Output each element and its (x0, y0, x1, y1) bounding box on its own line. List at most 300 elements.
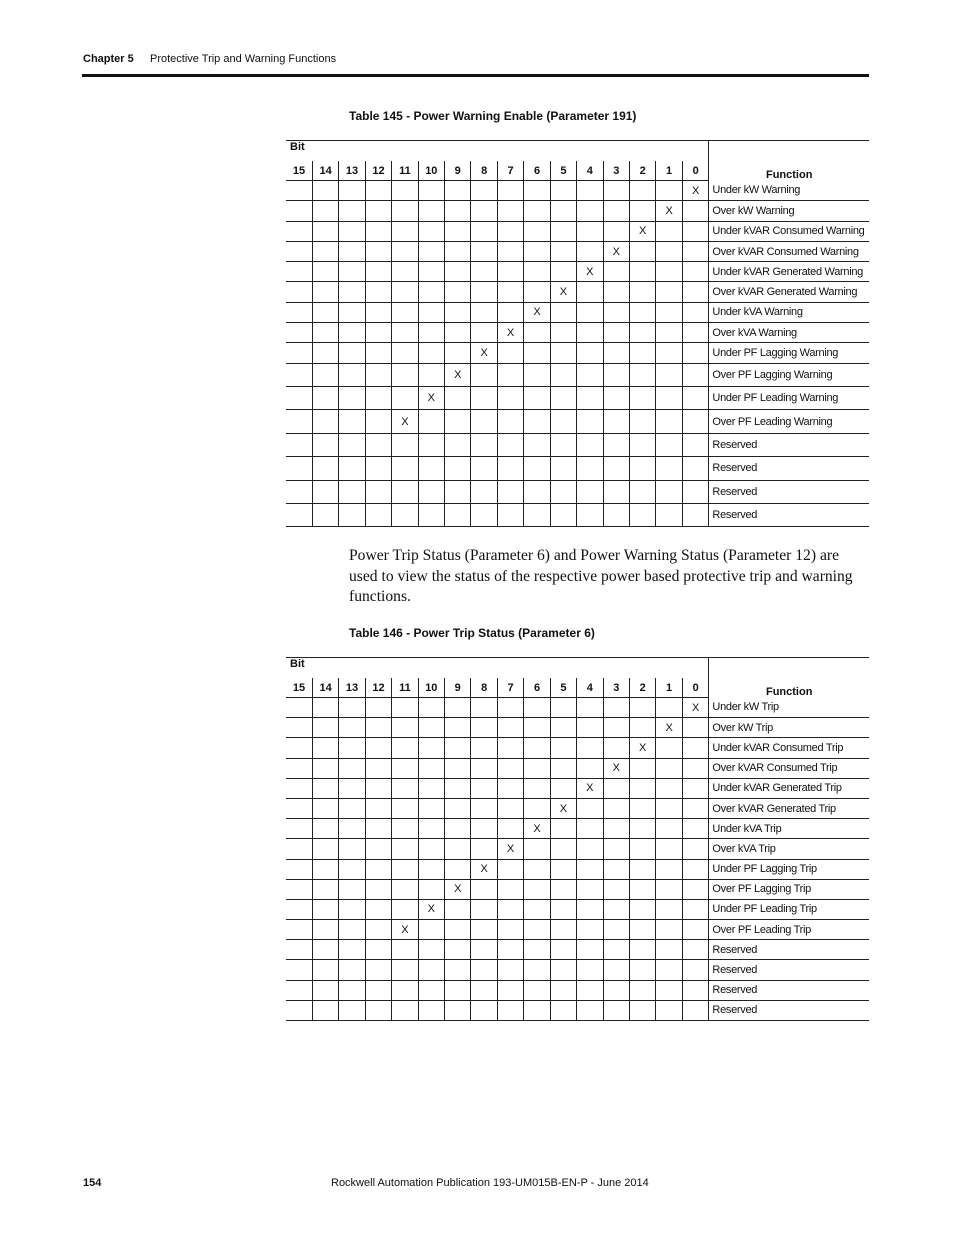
bit-cell (550, 410, 576, 433)
bit-cell (312, 899, 338, 919)
bit-cell (550, 241, 576, 261)
bit-cell (682, 899, 709, 919)
bit-cell (445, 698, 471, 718)
bit-cell (497, 282, 523, 302)
bit-cell (286, 1000, 312, 1020)
bit-cell (629, 940, 655, 960)
bit-cell (656, 181, 682, 201)
bit-cell (682, 758, 709, 778)
bit-number-header: 6 (524, 161, 550, 181)
function-cell: Under PF Leading Warning (709, 387, 869, 410)
bit-cell (471, 323, 497, 343)
bit-cell (471, 920, 497, 940)
table-row (286, 778, 869, 798)
bit-cell (286, 980, 312, 1000)
bit-cell (656, 343, 682, 363)
bit-cell (312, 839, 338, 859)
table-row (286, 718, 869, 738)
table-row (286, 940, 869, 960)
bit-cell (682, 201, 709, 221)
bit-cell (497, 433, 523, 456)
bit-cell (603, 960, 629, 980)
bit-cell (471, 778, 497, 798)
bit-cell (497, 960, 523, 980)
bit-cell (471, 433, 497, 456)
bit-cell (312, 302, 338, 322)
bit-cell (445, 899, 471, 919)
bit-cell (418, 1000, 444, 1020)
bit-cell (524, 778, 550, 798)
bit-cell (286, 738, 312, 758)
bit-cell (365, 241, 391, 261)
bit-cell (286, 363, 312, 386)
bit-cell (497, 201, 523, 221)
bit-number-header: 9 (445, 678, 471, 698)
bit-cell (656, 410, 682, 433)
bit-cell (656, 859, 682, 879)
bit-cell (603, 819, 629, 839)
bit-cell (312, 940, 338, 960)
bit-cell (418, 879, 444, 899)
bit-cell (286, 181, 312, 201)
bit-cell (497, 221, 523, 241)
bit-cell (286, 718, 312, 738)
bit-cell (365, 960, 391, 980)
bit-cell (286, 480, 312, 503)
bit-cell (312, 738, 338, 758)
bit-cell (339, 718, 365, 738)
bit-cell (497, 302, 523, 322)
bit-number-header: 0 (682, 678, 709, 698)
bit-cell (577, 758, 603, 778)
bit-number-header: 5 (550, 161, 576, 181)
bit-cell (603, 859, 629, 879)
function-cell: Reserved (709, 960, 869, 980)
bit-cell (312, 718, 338, 738)
bit-cell (418, 343, 444, 363)
bit-cell (365, 181, 391, 201)
bit-cell (445, 798, 471, 818)
bit-cell: X (392, 410, 418, 433)
bit-cell (418, 960, 444, 980)
function-cell: Under kVA Warning (709, 302, 869, 322)
bit-cell (682, 718, 709, 738)
bit-cell (339, 433, 365, 456)
bit-cell (682, 819, 709, 839)
bit-cell (445, 387, 471, 410)
bit-cell (524, 1000, 550, 1020)
bit-cell (471, 798, 497, 818)
bit-number-header: 15 (286, 678, 312, 698)
bit-cell (550, 819, 576, 839)
table-row (286, 181, 869, 201)
bit-cell: X (550, 282, 576, 302)
bit-cell (497, 819, 523, 839)
bit-cell (392, 758, 418, 778)
bit-cell (577, 181, 603, 201)
bit-cell (445, 262, 471, 282)
bit-cell (418, 262, 444, 282)
bit-cell (365, 262, 391, 282)
bit-cell (603, 410, 629, 433)
bit-cell (629, 387, 655, 410)
bit-cell (577, 879, 603, 899)
bit-number-header: 4 (577, 678, 603, 698)
bit-cell (550, 899, 576, 919)
bit-cell (471, 758, 497, 778)
bit-cell (603, 457, 629, 480)
bit-cell (682, 798, 709, 818)
bit-cell: X (418, 387, 444, 410)
bit-cell (682, 410, 709, 433)
function-cell: Reserved (709, 504, 869, 527)
bit-cell (550, 457, 576, 480)
bit-cell (312, 758, 338, 778)
function-cell: Over kW Trip (709, 718, 869, 738)
bit-cell (445, 859, 471, 879)
bit-cell (392, 262, 418, 282)
bit-cell (603, 363, 629, 386)
bit-cell (550, 879, 576, 899)
bit-cell (577, 718, 603, 738)
bit-cell (577, 343, 603, 363)
bit-cell (524, 839, 550, 859)
bit-cell (445, 343, 471, 363)
bit-cell (497, 798, 523, 818)
bit-cell (603, 798, 629, 818)
bit-cell (682, 363, 709, 386)
bit-cell (603, 480, 629, 503)
power-warning-enable-table (286, 140, 869, 527)
bit-cell (312, 457, 338, 480)
bit-cell (312, 504, 338, 527)
bit-cell (497, 738, 523, 758)
bit-cell (392, 433, 418, 456)
bit-cell (577, 387, 603, 410)
bit-number-header: 10 (418, 678, 444, 698)
bit-cell: X (629, 738, 655, 758)
bit-cell (629, 899, 655, 919)
bit-number-header: 0 (682, 161, 709, 181)
bit-cell (471, 819, 497, 839)
bit-cell (365, 410, 391, 433)
bit-cell (312, 879, 338, 899)
bit-cell (418, 302, 444, 322)
bit-cell (656, 980, 682, 1000)
function-cell: Under kVAR Consumed Trip (709, 738, 869, 758)
bit-cell (339, 819, 365, 839)
bit-cell (365, 758, 391, 778)
table-145-caption: Table 145 - Power Warning Enable (Parameter 191) (349, 109, 637, 123)
bit-cell (392, 738, 418, 758)
bit-cell (392, 819, 418, 839)
bit-cell (603, 980, 629, 1000)
bit-cell (656, 221, 682, 241)
bit-cell (656, 839, 682, 859)
bit-number-header: 11 (392, 678, 418, 698)
bit-cell (629, 480, 655, 503)
bit-cell (312, 1000, 338, 1020)
bit-cell (577, 839, 603, 859)
bit-number-header: 13 (339, 678, 365, 698)
bit-cell (286, 302, 312, 322)
table-row (286, 980, 869, 1000)
bit-cell (471, 181, 497, 201)
bit-cell (524, 798, 550, 818)
bit-cell (603, 221, 629, 241)
bit-cell (365, 819, 391, 839)
bit-cell (497, 980, 523, 1000)
bit-cell (312, 323, 338, 343)
bit-cell (577, 1000, 603, 1020)
bit-cell (682, 433, 709, 456)
bit-cell (524, 879, 550, 899)
function-cell: Over kVAR Consumed Warning (709, 241, 869, 261)
bit-cell (629, 343, 655, 363)
bit-cell (339, 457, 365, 480)
bit-cell (286, 241, 312, 261)
bit-cell (392, 302, 418, 322)
bit-cell (603, 302, 629, 322)
bit-number-header: 14 (312, 161, 338, 181)
bit-cell (682, 839, 709, 859)
table-row (286, 738, 869, 758)
bit-cell (577, 241, 603, 261)
bit-cell (656, 819, 682, 839)
bit-cell (471, 879, 497, 899)
bit-cell: X (445, 879, 471, 899)
function-cell: Reserved (709, 940, 869, 960)
bit-cell (682, 302, 709, 322)
bit-cell (497, 363, 523, 386)
bit-cell (339, 343, 365, 363)
function-cell: Reserved (709, 433, 869, 456)
bit-cell (392, 859, 418, 879)
bit-cell (497, 504, 523, 527)
bit-number-header: 8 (471, 678, 497, 698)
bit-cell (286, 410, 312, 433)
table-row (286, 480, 869, 503)
running-header (83, 53, 337, 65)
bit-cell (312, 980, 338, 1000)
bit-cell (392, 839, 418, 859)
bit-cell (629, 363, 655, 386)
bit-cell (629, 241, 655, 261)
bit-cell (656, 798, 682, 818)
bit-cell (656, 738, 682, 758)
bit-number-header: 6 (524, 678, 550, 698)
bit-cell (497, 343, 523, 363)
bit-cell (418, 480, 444, 503)
bit-cell: X (445, 363, 471, 386)
bit-cell (286, 960, 312, 980)
bit-cell (471, 410, 497, 433)
bit-number-header: 9 (445, 161, 471, 181)
bit-cell (497, 457, 523, 480)
bit-cell (445, 221, 471, 241)
bit-number-header: 2 (629, 161, 655, 181)
function-cell: Over PF Leading Warning (709, 410, 869, 433)
bit-cell (418, 241, 444, 261)
function-cell: Over kVAR Consumed Trip (709, 758, 869, 778)
bit-cell (497, 480, 523, 503)
bit-cell (445, 302, 471, 322)
bit-cell (656, 698, 682, 718)
bit-cell (312, 859, 338, 879)
bit-number-header: 1 (656, 678, 682, 698)
bit-cell (629, 798, 655, 818)
bit-cell (392, 718, 418, 738)
bit-cell (577, 323, 603, 343)
bit-cell (471, 960, 497, 980)
bit-cell (524, 718, 550, 738)
bit-cell (656, 241, 682, 261)
bit-cell (365, 920, 391, 940)
bit-cell (629, 433, 655, 456)
bit-cell (445, 201, 471, 221)
bit-cell (682, 262, 709, 282)
bit-cell (339, 262, 365, 282)
bit-cell: X (471, 859, 497, 879)
bit-cell (418, 433, 444, 456)
bit-cell (286, 778, 312, 798)
bit-cell (524, 960, 550, 980)
table-row (286, 387, 869, 410)
function-cell: Over PF Lagging Warning (709, 363, 869, 386)
bit-cell (286, 221, 312, 241)
bit-cell (682, 1000, 709, 1020)
bit-cell (445, 410, 471, 433)
bit-cell (365, 718, 391, 738)
bit-cell (339, 940, 365, 960)
bit-cell (418, 920, 444, 940)
bit-cell (577, 940, 603, 960)
bit-cell (312, 241, 338, 261)
bit-cell (471, 738, 497, 758)
bit-cell (365, 387, 391, 410)
bit-cell (629, 282, 655, 302)
bit-cell (524, 241, 550, 261)
bit-cell (339, 758, 365, 778)
bit-cell (418, 839, 444, 859)
function-cell: Under PF Lagging Trip (709, 859, 869, 879)
bit-number-header: 12 (365, 678, 391, 698)
bit-cell (629, 778, 655, 798)
chapter-label: Chapter 5 (83, 53, 134, 65)
table-row (286, 363, 869, 386)
bit-cell (577, 698, 603, 718)
bit-cell (682, 323, 709, 343)
bit-cell (682, 920, 709, 940)
bit-cell (339, 241, 365, 261)
bit-cell (339, 221, 365, 241)
bit-cell (418, 363, 444, 386)
bit-cell (603, 387, 629, 410)
bit-cell (445, 241, 471, 261)
function-cell: Under kW Trip (709, 698, 869, 718)
bit-cell (365, 201, 391, 221)
function-cell: Under kW Warning (709, 181, 869, 201)
bit-cell (682, 980, 709, 1000)
bit-cell (418, 282, 444, 302)
bit-cell (682, 457, 709, 480)
bit-cell (524, 457, 550, 480)
bit-cell (339, 282, 365, 302)
bit-cell (445, 433, 471, 456)
bit-cell (365, 940, 391, 960)
bit-cell (497, 879, 523, 899)
bit-cell (629, 960, 655, 980)
bit-cell (497, 718, 523, 738)
bit-cell (603, 879, 629, 899)
bit-number-header: 8 (471, 161, 497, 181)
bit-cell (365, 879, 391, 899)
bit-cell (365, 899, 391, 919)
bit-cell (577, 960, 603, 980)
bit-cell (550, 718, 576, 738)
bit-cell (392, 363, 418, 386)
bit-cell (445, 718, 471, 738)
publication-info: Rockwell Automation Publication 193-UM015B-EN-P - June 2014 (331, 1177, 649, 1189)
bit-cell: X (418, 899, 444, 919)
bit-cell (656, 433, 682, 456)
bit-cell (524, 980, 550, 1000)
bit-cell (418, 798, 444, 818)
bit-cell (603, 940, 629, 960)
bit-cell (418, 201, 444, 221)
bit-cell (524, 201, 550, 221)
bit-cell (339, 980, 365, 1000)
bit-cell (629, 1000, 655, 1020)
function-cell: Over kVA Trip (709, 839, 869, 859)
bit-cell (286, 433, 312, 456)
bit-cell (656, 480, 682, 503)
table-row (286, 1000, 869, 1020)
bit-cell (471, 480, 497, 503)
bit-cell (629, 718, 655, 738)
bit-cell (471, 457, 497, 480)
bit-cell (312, 778, 338, 798)
header-rule (82, 74, 869, 77)
bit-cell (577, 410, 603, 433)
bit-cell (656, 282, 682, 302)
bit-cell (656, 778, 682, 798)
function-cell: Reserved (709, 480, 869, 503)
bit-cell (550, 363, 576, 386)
bit-cell: X (497, 839, 523, 859)
bit-cell (629, 457, 655, 480)
bit-cell (603, 282, 629, 302)
bit-cell (339, 798, 365, 818)
bit-cell (312, 201, 338, 221)
bit-cell (365, 738, 391, 758)
bit-cell (524, 433, 550, 456)
bit-cell (418, 859, 444, 879)
bit-cell (418, 698, 444, 718)
bit-cell (550, 1000, 576, 1020)
bit-cell: X (577, 262, 603, 282)
bit-cell (577, 302, 603, 322)
bit-cell (656, 920, 682, 940)
bit-cell (550, 343, 576, 363)
bit-cell (550, 302, 576, 322)
bit-cell (445, 960, 471, 980)
bit-cell (339, 302, 365, 322)
bit-cell (629, 698, 655, 718)
table-146-caption: Table 146 - Power Trip Status (Parameter 6) (349, 626, 595, 640)
bit-cell (365, 859, 391, 879)
bit-cell (656, 387, 682, 410)
